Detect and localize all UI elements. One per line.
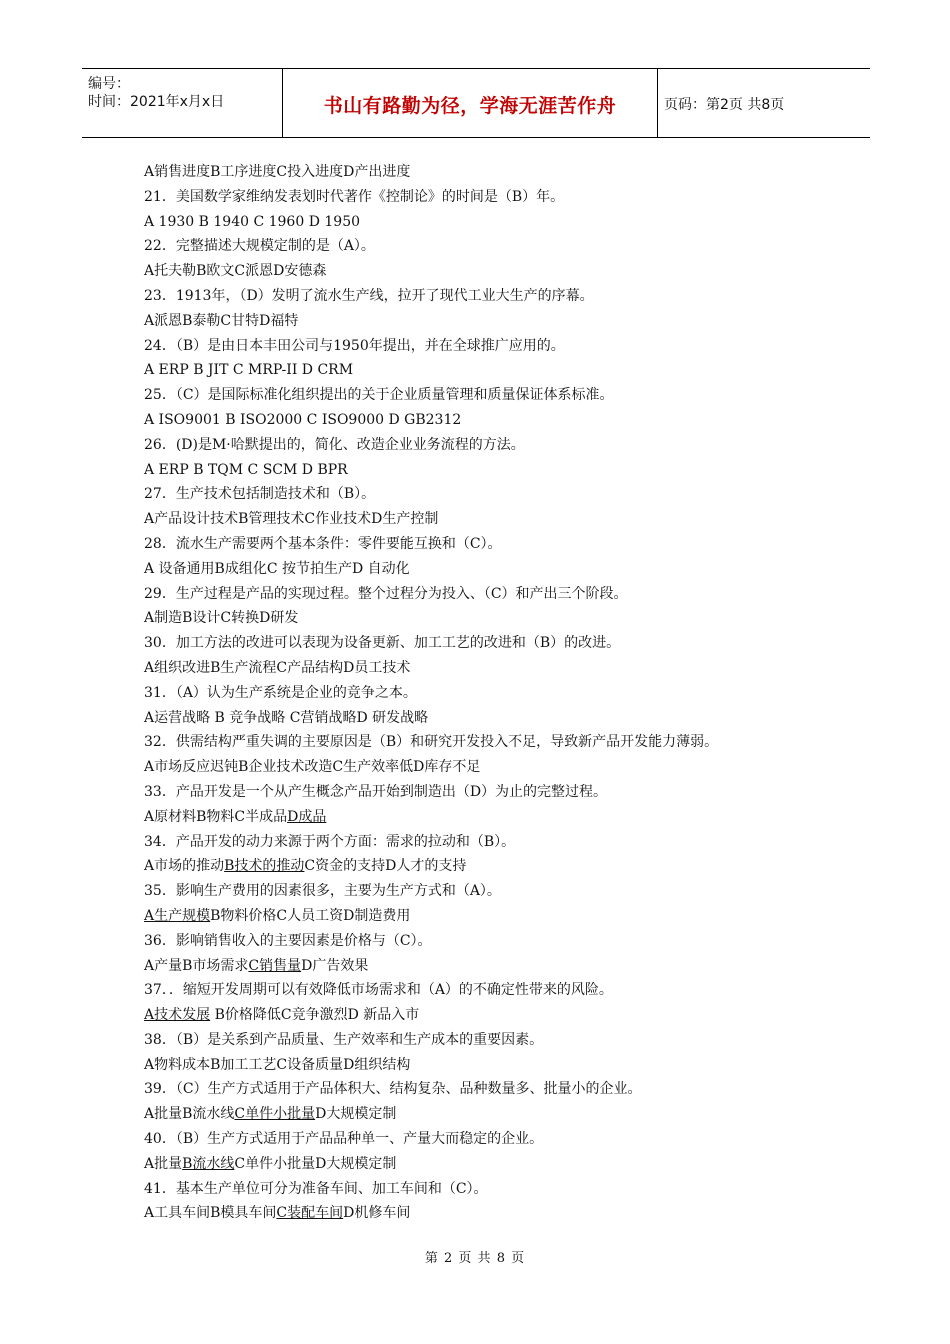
text-segment: 37．．缩短开发周期可以有效降低市场需求和（A）的不确定性带来的风险。	[144, 982, 613, 999]
text-segment: 40．（B）生产方式适用于产品品种单一、产量大而稳定的企业。	[144, 1131, 544, 1148]
text-segment: 29．生产过程是产品的实现过程。整个过程分为投入、（C）和产出三个阶段。	[144, 585, 628, 602]
header-motto-cell	[283, 69, 658, 137]
underlined-answer: C单件小批量	[234, 1106, 316, 1123]
text-line	[144, 160, 844, 185]
text-line	[144, 507, 844, 532]
underlined-answer: A生产规模	[144, 907, 211, 924]
text-line	[144, 383, 844, 408]
text-segment: 31．（A）认为生产系统是企业的竞争之本。	[144, 684, 417, 701]
text-line	[144, 904, 844, 929]
text-segment: 35．影响生产费用的因素很多，主要为生产方式和（A）。	[144, 883, 501, 900]
text-segment: 36．影响销售收入的主要因素是价格与（C）。	[144, 932, 432, 949]
text-line	[144, 755, 844, 780]
text-segment: 34．产品开发的动力来源于两个方面：需求的拉动和（B）。	[144, 833, 516, 850]
text-segment: 32．供需结构严重失调的主要原因是（B）和研究开发投入不足，导致新产品开发能力薄弱。	[144, 734, 719, 751]
text-line	[144, 185, 844, 210]
text-segment: 30．加工方法的改进可以表现为设备更新、加工工艺的改进和（B）的改进。	[144, 635, 621, 652]
text-line	[144, 309, 844, 334]
text-segment: D广告效果	[301, 957, 369, 974]
text-line	[144, 606, 844, 631]
text-line	[144, 1201, 844, 1226]
document-body	[144, 160, 844, 1226]
text-line	[144, 1127, 844, 1152]
text-segment: 24．（B）是由日本丰田公司与1950年提出，并在全球推广应用的。	[144, 337, 565, 354]
text-line	[144, 854, 844, 879]
text-line	[144, 582, 844, 607]
text-line	[144, 358, 844, 383]
text-line	[144, 532, 844, 557]
text-segment: A销售进度B工序进度C投入进度D产出进度	[144, 164, 411, 180]
text-segment: 38．（B）是关系到产品质量、生产效率和生产成本的重要因素。	[144, 1031, 544, 1048]
text-segment: A制造B设计C转换D研发	[144, 610, 299, 627]
text-segment: 23．1913年，（D）发明了流水生产线，拉开了现代工业大生产的序幕。	[144, 287, 594, 304]
text-segment: A市场的推动	[144, 858, 225, 875]
text-segment: A批量B流水线	[144, 1106, 235, 1123]
underlined-answer: C销售量	[248, 957, 302, 974]
text-segment: B价格降低C竞争激烈D 新品入市	[210, 1007, 420, 1024]
text-segment: D大规模定制	[315, 1106, 397, 1123]
text-segment: A托夫勒B欧文C派恩D安德森	[144, 263, 327, 280]
number-label: 编号：	[88, 76, 130, 92]
page-header	[82, 68, 870, 138]
text-segment: 26．(D)是M·哈默提出的，简化、改造企业业务流程的方法。	[144, 436, 525, 453]
text-segment: 33．产品开发是一个从产生概念产品开始到制造出（D）为止的完整过程。	[144, 783, 608, 800]
text-segment: D机修车间	[343, 1205, 411, 1222]
text-line	[144, 780, 844, 805]
text-line	[144, 1003, 844, 1028]
text-segment: A ISO9001 B ISO2000 C ISO9000 D GB2312	[144, 411, 462, 428]
text-line	[144, 1053, 844, 1078]
text-line	[144, 334, 844, 359]
text-line	[144, 954, 844, 979]
text-segment: A运营战略 B 竞争战略 C营销战略D 研发战略	[144, 709, 429, 726]
text-line	[144, 830, 844, 855]
underlined-answer: D成品	[287, 808, 327, 825]
header-meta-cell	[82, 69, 283, 137]
text-segment: 28．流水生产需要两个基本条件：零件要能互换和（C）。	[144, 535, 502, 552]
text-segment: 39．（C）生产方式适用于产品体积大、结构复杂、品种数量多、批量小的企业。	[144, 1081, 642, 1098]
underlined-answer: B技术的推动	[224, 858, 305, 875]
text-segment: A产品设计技术B管理技术C作业技术D生产控制	[144, 511, 439, 528]
text-segment: A 设备通用B成组化C 按节拍生产D 自动化	[144, 560, 410, 577]
underlined-answer: C装配车间	[276, 1205, 344, 1222]
text-segment: A产量B市场需求	[144, 957, 249, 974]
text-line	[144, 1152, 844, 1177]
text-segment: A组织改进B生产流程C产品结构D员工技术	[144, 659, 411, 676]
text-line	[144, 1177, 844, 1202]
text-line	[144, 978, 844, 1003]
text-line	[144, 482, 844, 507]
header-page-info: 页码：第2页 共8页	[664, 97, 785, 113]
underlined-answer: A技术发展	[144, 1007, 211, 1024]
text-line	[144, 234, 844, 259]
text-segment: A派恩B泰勒C甘特D福特	[144, 312, 299, 329]
text-line	[144, 805, 844, 830]
text-line	[144, 1102, 844, 1127]
text-line	[144, 1028, 844, 1053]
text-line	[144, 656, 844, 681]
text-line	[144, 259, 844, 284]
text-line	[144, 408, 844, 433]
text-line	[144, 284, 844, 309]
text-line	[144, 1077, 844, 1102]
text-segment: B物料价格C人员工资D制造费用	[210, 907, 411, 924]
text-line	[144, 458, 844, 483]
text-segment: C资金的支持D人才的支持	[304, 858, 467, 875]
text-segment: A ERP B JIT C MRP-II D CRM	[144, 362, 354, 379]
header-motto: 书山有路勤为径，学海无涯苦作舟	[323, 95, 617, 117]
text-line	[144, 210, 844, 235]
text-segment: A ERP B TQM C SCM D BPR	[144, 461, 348, 478]
text-line	[144, 879, 844, 904]
header-page-cell	[658, 69, 870, 137]
text-segment: C单件小批量D大规模定制	[234, 1155, 397, 1172]
text-line	[144, 730, 844, 755]
time-label: 时间：2021年x月x日	[88, 94, 225, 110]
text-line	[144, 557, 844, 582]
text-segment: 25．（C）是国际标准化组织提出的关于企业质量管理和质量保证体系标准。	[144, 387, 614, 404]
text-line	[144, 929, 844, 954]
underlined-answer: B流水线	[182, 1155, 235, 1172]
text-line	[144, 706, 844, 731]
text-segment: A原材料B物料C半成品	[144, 808, 288, 825]
page-footer: 第 2 页 共 8 页	[424, 1251, 526, 1266]
text-line	[144, 433, 844, 458]
text-line	[144, 631, 844, 656]
text-segment: 41．基本生产单位可分为准备车间、加工车间和（C）。	[144, 1180, 488, 1197]
text-segment: A市场反应迟钝B企业技术改造C生产效率低D库存不足	[144, 759, 481, 776]
text-segment: A物料成本B加工工艺C设备质量D组织结构	[144, 1056, 411, 1073]
text-segment: A批量	[144, 1155, 183, 1172]
text-segment: A 1930 B 1940 C 1960 D 1950	[144, 213, 361, 230]
text-segment: 27．生产技术包括制造技术和（B）。	[144, 486, 376, 503]
text-segment: A工具车间B模具车间	[144, 1205, 277, 1222]
text-segment: 21．美国数学家维纳发表划时代著作《控制论》的时间是（B）年。	[144, 188, 565, 205]
text-line	[144, 681, 844, 706]
text-segment: 22．完整描述大规模定制的是（A）。	[144, 238, 375, 255]
